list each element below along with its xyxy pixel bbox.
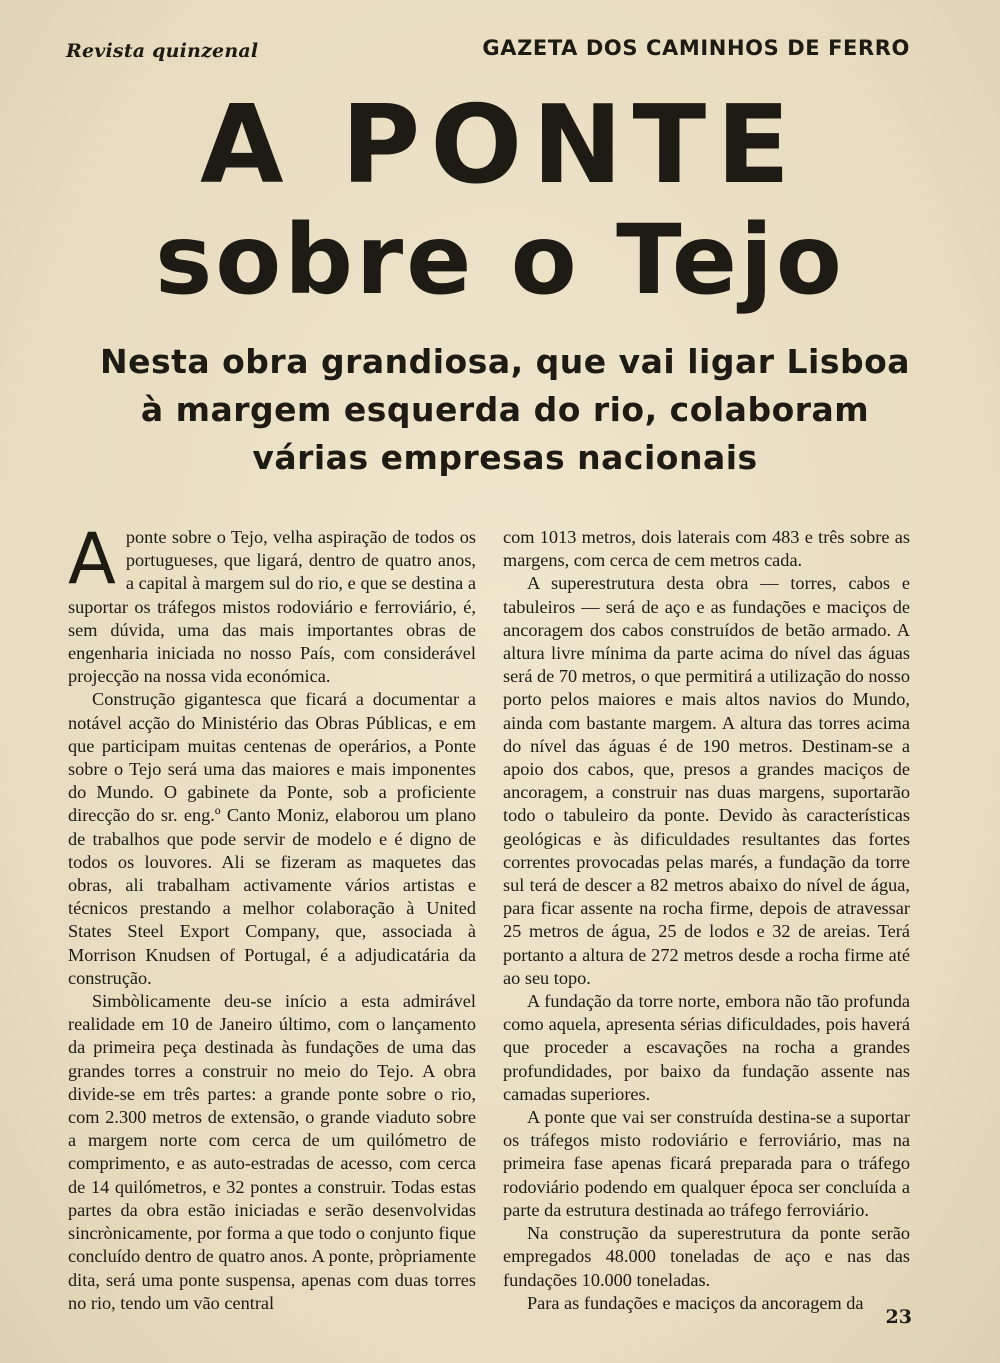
paragraph: Para as fundações e maciços da ancoragem da	[527, 1292, 864, 1313]
article-title-line-1: A PONTE	[200, 83, 800, 208]
header-magazine-title: GAZETA DOS CAMINHOS DE FERRO	[482, 36, 910, 60]
paragraph: Construção gigantesca que ficará a documentar a notável acção do Ministério das Obras Públicas, e em que participam muitas centenas de operários, a Ponte sobre o Tejo será uma das maiores e mais imponentes do Mundo. O gabinete da Ponte, sob a proficiente direcção do sr. eng.º Canto Moniz, elaborou um plano de trabalhos que pode servir de modelo e é digno de todos os louvores. Ali se fizeram as maquetes das obras, ali trabalham activamente vários artistas e técnicos prestando a melhor colaboração à United States Steel Export Company, que, associada à Morrison Knudsen of Portugal, é a adjudicatária da construção.	[68, 689, 476, 988]
article-title-line-2: sobre o Tejo	[155, 204, 845, 316]
subtitle-line-1: Nesta obra grandiosa, que vai ligar Lisboa	[99, 342, 911, 381]
subtitle-line-2: à margem esquerda do rio, colaboram	[140, 390, 870, 429]
article-subtitle	[60, 338, 950, 482]
paragraph: A fundação da torre norte, embora não tão profunda como aquela, apresenta sérias dificuldades, pois haverá que proceder a escavações na rocha a grandes profundidades, por baixo da fundação assente nas camadas superiores.	[503, 991, 910, 1104]
paragraph-text: ponte sobre o Tejo, velha aspiração de todos os portugueses, que ligará, dentro de quatro anos, a capital à margem sul do rio, e que se destina a suportar os tráfegos mistos rodoviário e ferroviário, é, sem dúvida, uma das mais importantes obras de engenharia iniciada no nosso País, com considerável projecção na nossa vida económica.	[68, 527, 476, 687]
paragraph: A superestrutura desta obra — torres, cabos e tabuleiros — será de aço e as fundações e maciços de ancoragem dos cabos construídos de betão armado. A altura livre mínima da parte acima do nível das águas será de 70 metros, o que permitirá a utilização do nosso porto pelos maiores e mais altos navios do Mundo, ainda com bastante margem. A altura das torres acima do nível das águas é de 190 metros. Destinam-se a apoio dos cabos, que, presos a grandes maciços de ancoragem, a construir nas duas margens, suportarão todo o tabuleiro da ponte. Devido às características geológicas e às dificuldades resultantes das fortes correntes provocadas pelas marés, a fundação da torre sul terá de descer a 82 metros abaixo do nível de água, para ficar assente na rocha firme, depois de atravessar 25 metros de água, 25 de lodos e 32 de areias. Terá portanto a altura de 272 metros desde a rocha firme até ao seu topo.	[503, 573, 910, 988]
paragraph: A ponte que vai ser construída destina-se a suportar os tráfegos misto rodoviário e ferroviário, mas na primeira fase apenas ficará preparada para o tráfego rodoviário podendo em qualquer época ser concluída a parte da estrutura destinada ao tráfego ferroviário.	[503, 1107, 910, 1220]
paragraph: Simbòlicamente deu-se início a esta admirável realidade em 10 de Janeiro último, com o lançamento da primeira peça destinada às fundações de uma das grandes torres a construir no meio do Tejo. A obra divide-se em três partes: a grande ponte sobre o rio, com 2.300 metros de extensão, o grande viaduto sobre a margem norte com cerca de um quilómetro de comprimento, e as auto-estradas de acesso, com cerca de 14 quilómetros, e 32 pontes a construir. Todas estas partes da obra estão iniciadas e serão desenvolvidas sincrònicamente, por forma a que todo o conjunto fique concluído dentro de quatro anos. A ponte, pròpriamente dita, será uma ponte suspensa, apenas com duas torres no rio, tendo um vão central	[68, 991, 476, 1313]
page-number: 23	[885, 1306, 912, 1328]
paragraph	[68, 518, 476, 688]
article-column-left	[68, 518, 476, 1315]
header-publication-frequency: Revista quinzenal	[66, 40, 259, 62]
drop-cap: A	[68, 518, 116, 600]
paragraph: com 1013 metros, dois laterais com 483 e três sobre as margens, com cerca de cem metros cada.	[503, 527, 910, 571]
article-column-right	[503, 526, 910, 1315]
subtitle-line-3: várias empresas nacionais	[252, 438, 758, 477]
paragraph: Na construção da superestrutura da ponte serão empregados 48.000 toneladas de aço e nas das fundações 10.000 toneladas.	[503, 1223, 910, 1290]
